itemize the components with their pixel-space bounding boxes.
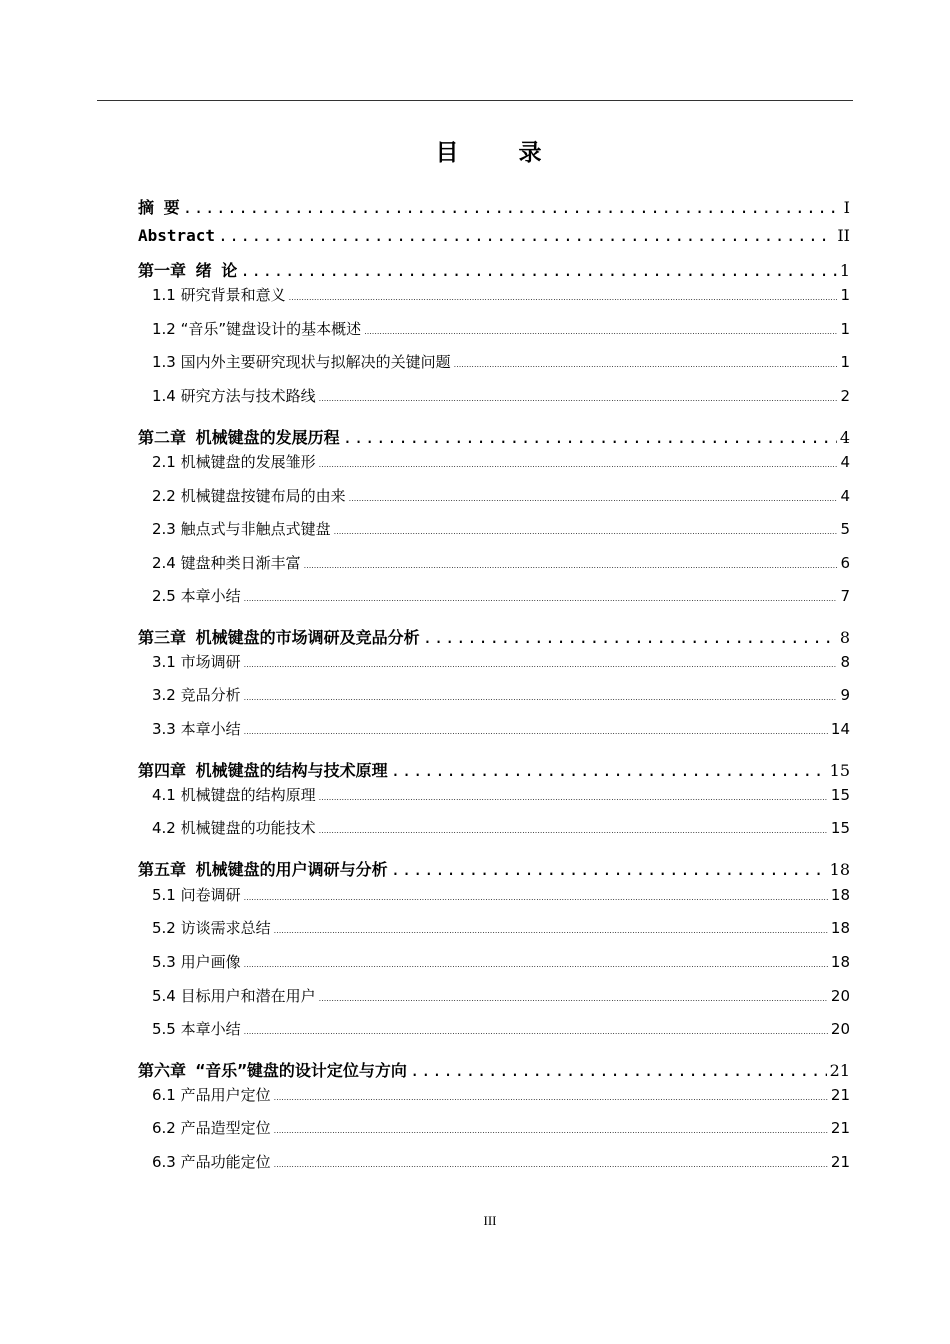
toc-entry-page: 9 — [840, 686, 850, 704]
toc-entry-label: 1.2 “音乐”键盘设计的基本概述 — [152, 320, 362, 338]
toc-chapter-entry[interactable] — [138, 1058, 850, 1081]
toc-entry-label: 2.4 键盘种类日渐丰富 — [152, 554, 301, 572]
toc-entry-label: 第六章 “音乐”键盘的设计定位与方向 — [138, 1061, 407, 1080]
toc-entry-label: 2.1 机械键盘的发展雏形 — [152, 453, 316, 471]
toc-entry-page: 14 — [830, 720, 850, 738]
toc-entry-page: 1 — [840, 320, 850, 338]
toc-section-entry[interactable] — [152, 718, 850, 739]
toc-entry-label: 第一章 绪 论 — [138, 261, 238, 280]
toc-chapter-entry[interactable] — [138, 195, 850, 218]
toc-entry-label: 5.3 用户画像 — [152, 953, 241, 971]
toc-entry-label: 3.1 市场调研 — [152, 653, 241, 671]
toc-entry-label: 4.2 机械键盘的功能技术 — [152, 819, 316, 837]
toc-leader-dots — [244, 693, 838, 702]
toc-entry-label: 1.4 研究方法与技术路线 — [152, 387, 316, 405]
toc-section-entry[interactable] — [152, 1117, 850, 1138]
toc-entry-label: 第四章 机械键盘的结构与技术原理 — [138, 761, 388, 780]
toc-entry-label: 摘 要 — [138, 198, 180, 217]
toc-leader-dots — [334, 527, 838, 536]
toc-entry-page: 5 — [840, 520, 850, 538]
toc-section-entry[interactable] — [152, 1018, 850, 1039]
toc-leader-dots — [274, 926, 828, 935]
toc-title: 目 录 — [435, 140, 568, 166]
toc-entry-page: 6 — [840, 554, 850, 572]
toc-entry-label: 第三章 机械键盘的市场调研及竞品分析 — [138, 628, 420, 647]
toc-entry-label: 2.2 机械键盘按键布局的由来 — [152, 487, 346, 505]
toc-entry-page: 21 — [830, 1119, 850, 1137]
toc-entry-label: Abstract — [138, 226, 216, 245]
toc-leader-dots — [423, 628, 837, 647]
toc-entry-page: 1 — [840, 286, 850, 304]
toc-section-entry[interactable] — [152, 351, 850, 372]
toc-entry-page: 21 — [830, 1153, 850, 1171]
toc-entry-label: 第五章 机械键盘的用户调研与分析 — [138, 860, 388, 879]
toc-section-entry[interactable] — [152, 385, 850, 406]
toc-entry-label: 5.1 问卷调研 — [152, 886, 241, 904]
toc-section-entry[interactable] — [152, 817, 850, 838]
toc-entry-label: 6.3 产品功能定位 — [152, 1153, 271, 1171]
toc-leader-dots — [364, 327, 837, 336]
toc-entry-page: I — [843, 198, 850, 217]
toc-leader-dots — [454, 360, 838, 369]
toc-entry-page: 8 — [839, 628, 850, 647]
toc-chapter-entry[interactable] — [138, 425, 850, 448]
toc-chapter-entry[interactable] — [138, 758, 850, 781]
toc-entry-page: 20 — [830, 1020, 850, 1038]
toc-entry-label: 1.1 研究背景和意义 — [152, 286, 286, 304]
toc-leader-dots — [240, 261, 837, 280]
toc-leader-dots — [391, 860, 827, 879]
toc-entry-page: 15 — [829, 761, 850, 780]
toc-leader-dots — [410, 1061, 827, 1080]
toc-leader-dots — [319, 793, 828, 802]
toc-leader-dots — [391, 761, 827, 780]
toc-entry-label: 3.3 本章小结 — [152, 720, 241, 738]
toc-leader-dots — [319, 460, 838, 469]
toc-leader-dots — [244, 660, 838, 669]
toc-leader-dots — [289, 293, 838, 302]
toc-leader-dots — [349, 494, 838, 503]
toc-entry-page: 4 — [840, 487, 850, 505]
toc-leader-dots — [244, 1027, 828, 1036]
toc-section-entry[interactable] — [152, 884, 850, 905]
toc-entry-page: 1 — [839, 261, 850, 280]
toc-section-entry[interactable] — [152, 552, 850, 573]
toc-section-entry[interactable] — [152, 485, 850, 506]
toc-section-entry[interactable] — [152, 684, 850, 705]
toc-entry-label: 2.5 本章小结 — [152, 587, 241, 605]
toc-entry-page: 18 — [830, 886, 850, 904]
toc-leader-dots — [244, 727, 828, 736]
toc-entry-page: 21 — [829, 1061, 850, 1080]
toc-entry-page: 18 — [830, 953, 850, 971]
toc-entry-label: 3.2 竞品分析 — [152, 686, 241, 704]
toc-chapter-entry[interactable] — [138, 857, 850, 880]
toc-leader-dots — [304, 561, 838, 570]
toc-leader-dots — [274, 1093, 828, 1102]
toc-section-entry[interactable] — [152, 784, 850, 805]
toc-leader-dots — [218, 226, 834, 245]
toc-entry-label: 2.3 触点式与非触点式键盘 — [152, 520, 331, 538]
toc-leader-dots — [183, 198, 841, 217]
toc-section-entry[interactable] — [152, 951, 850, 972]
toc-section-entry[interactable] — [152, 1084, 850, 1105]
toc-entry-label: 5.5 本章小结 — [152, 1020, 241, 1038]
toc-entry-page: 15 — [830, 786, 850, 804]
toc-leader-dots — [274, 1160, 828, 1169]
toc-entry-label: 5.4 目标用户和潜在用户 — [152, 987, 316, 1005]
toc-section-entry[interactable] — [152, 985, 850, 1006]
toc-leader-dots — [319, 826, 828, 835]
toc-section-entry[interactable] — [152, 284, 850, 305]
toc-entry-page: II — [837, 226, 850, 245]
toc-entry-page: 1 — [840, 353, 850, 371]
toc-entry-page: 18 — [830, 919, 850, 937]
toc-entry-page: 20 — [830, 987, 850, 1005]
toc-leader-dots — [244, 594, 838, 603]
toc-entry-page: 2 — [840, 387, 850, 405]
toc-chapter-entry[interactable] — [138, 226, 850, 245]
toc-section-entry[interactable] — [152, 917, 850, 938]
toc-entry-page: 8 — [840, 653, 850, 671]
toc-entry-label: 4.1 机械键盘的结构原理 — [152, 786, 316, 804]
toc-entry-label: 5.2 访谈需求总结 — [152, 919, 271, 937]
toc-section-entry[interactable] — [152, 451, 850, 472]
toc-entry-label: 6.2 产品造型定位 — [152, 1119, 271, 1137]
toc-entry-page: 4 — [840, 453, 850, 471]
toc-section-entry[interactable] — [152, 585, 850, 606]
toc-leader-dots — [244, 960, 828, 969]
toc-section-entry[interactable] — [152, 1151, 850, 1172]
toc-entry-page: 18 — [829, 860, 850, 879]
toc-entry-page: 15 — [830, 819, 850, 837]
toc-entry-label: 6.1 产品用户定位 — [152, 1086, 271, 1104]
toc-section-entry[interactable] — [152, 518, 850, 539]
toc-chapter-entry[interactable] — [138, 625, 850, 648]
header-rule — [97, 100, 853, 101]
toc-section-entry[interactable] — [152, 318, 850, 339]
toc-leader-dots — [343, 428, 837, 447]
toc-entry-page: 4 — [839, 428, 850, 447]
toc-leader-dots — [244, 893, 828, 902]
toc-entry-page: 7 — [840, 587, 850, 605]
toc-leader-dots — [274, 1126, 828, 1135]
toc-chapter-entry[interactable] — [138, 258, 850, 281]
page-number: III — [483, 1213, 497, 1228]
toc-section-entry[interactable] — [152, 651, 850, 672]
toc-leader-dots — [319, 994, 828, 1003]
toc-entry-label: 第二章 机械键盘的发展历程 — [138, 428, 340, 447]
toc-entry-label: 1.3 国内外主要研究现状与拟解决的关键问题 — [152, 353, 451, 371]
toc-entry-page: 21 — [830, 1086, 850, 1104]
toc-leader-dots — [319, 394, 838, 403]
